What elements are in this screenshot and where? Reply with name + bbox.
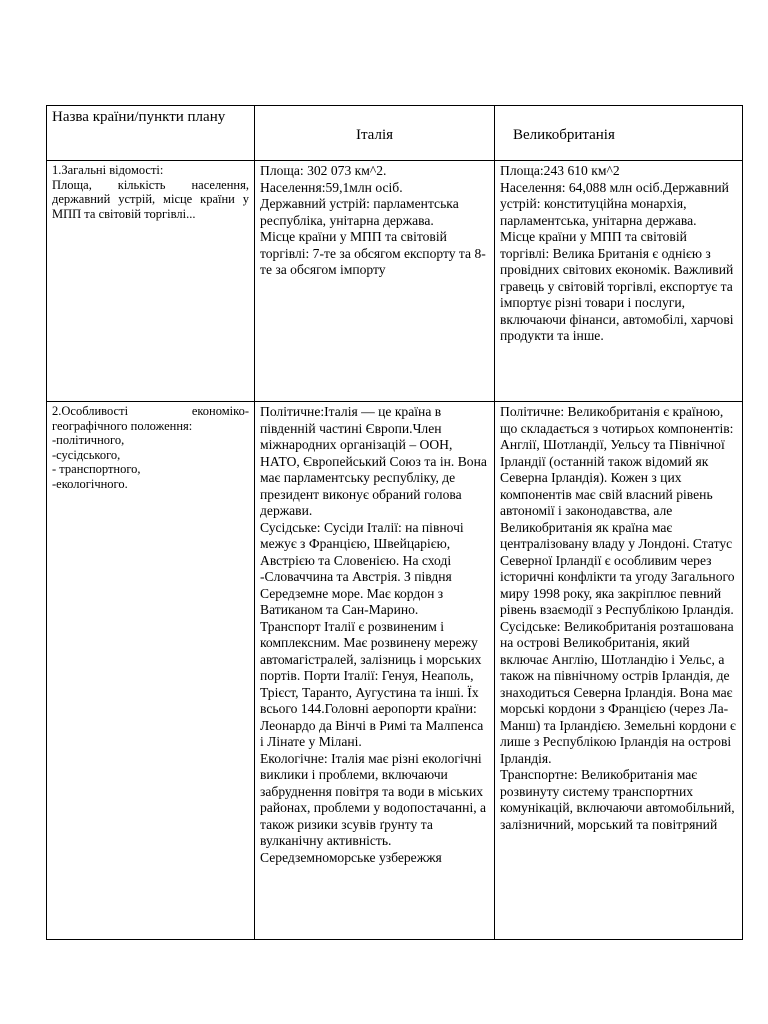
header-cell-plan: Назва країни/пункти плану [47, 106, 255, 161]
comparison-table [46, 105, 743, 940]
row2-label-transport: - транспортного, [52, 462, 141, 477]
italy-area: Площа: 302 073 км^2. [260, 163, 387, 178]
row1-uk-cell [495, 161, 743, 402]
table-row [47, 161, 743, 402]
row2-label-neighbour: -сусідського, [52, 447, 121, 462]
italy-transport: Транспорт Італії є розвиненим і комплексним. Має розвинену мережу автомагістралей, залізниць і морських портів. Порти Італії: Генуя, Неаполь, Трієст, Таранто, Аугустина та інші. Їх всього 144.Головні аеропорти країни: Леонардо да Вінчі в Римі та Малпенса і Лінате у Мілані. [260, 618, 484, 749]
uk-neighbours: Сусідське: Великобританія розташована на острові Великобританія, який включає Англію, Шотландію і Уельс, а також на північному острів Ірландія, де знаходиться Северна Ірландія. Вона має морські кордони з Францією (через Ла-Манш) та Ірландією. Земельні кордони є лише з Республікою Ірландія на острові Ірландія. [500, 618, 736, 766]
italy-population: Населення:59,1млн осіб. [260, 179, 403, 195]
row2-uk-cell [495, 402, 743, 940]
uk-area: Площа:243 610 км^2 [500, 163, 620, 178]
row2-label-cell [47, 402, 255, 940]
row1-label-cell [47, 161, 255, 402]
row1-label-title: 1.Загальні відомості: [52, 163, 164, 177]
uk-political: Політичне: Великобританія є країною, що складається з чотирьох компонентів: Англії, Шотландії, Уельсу та Північної Ірландії (останній також відомий як Северна Ірландія). Кожен з цих компонентів має свій власний рівень автономії і законодавства, але Великобританія як країна має централізовану владу у Лондоні. Статус Северної Ірландії є особливим через історичні конфлікти та угоду Загального миру 1998 року, яка закріплює певний рівень взаємодії з Республікою Ірландія. [500, 404, 735, 617]
row2-label-ecological: -екологічного. [52, 476, 128, 491]
italy-neighbours: Сусідське: Сусіди Італії: на півночі межує з Францією, Швейцарією, Австрією та Словенією. На сході -Словаччина та Австрія. З півдня Середземне море. Має кордон з Ватиканом та Сан-Марино. [260, 519, 464, 617]
uk-population-government: Населення: 64,088 млн осіб.Державний устрій: конституційна монархія, парламентська, унітарна держава. [500, 179, 729, 228]
row1-label-desc: Площа, кількість населення, державний устрій, місце країни у МПП та світовій торгівлі... [52, 177, 249, 221]
table-row [47, 402, 743, 940]
row2-italy-cell [255, 402, 495, 940]
italy-ecology: Екологічне: Італія має різні екологічні виклики і проблеми, включаючи забруднення повітря та води в міських районах, проблеми у водопостачанні, а також ризики зсувів ґрунту та вулканічну активність. Середземноморське узбережжя [260, 750, 487, 865]
uk-trade-details: гравець у світовій торгівлі, експортує та імпортує різні товари і послуги, включаючи фінанси, автомобілі, харчові продукти та інше. [500, 278, 734, 343]
row2-label-political: -політичного, [52, 433, 125, 448]
italy-political: Політичне:Італія — це країна в південній частині Європи.Член міжнародних організацій – ООН, НАТО, Європейський Союз та ін. Вона має парламентську республіку, де президент виконує обраний голова держави. [260, 404, 487, 518]
uk-transport: Транспортне: Великобританія має розвинуту систему транспортних комунікацій, включаючи автомобільний, залізничний, морський та повітряний [500, 767, 735, 832]
row1-italy-cell [255, 161, 495, 402]
header-cell-uk: Великобританія [495, 106, 743, 161]
uk-trade-position: Місце країни у МПП та світовій торгівлі: Велика Британія є однією з провідних світових економік. Важливий [500, 229, 734, 277]
table-header-row [47, 106, 743, 161]
italy-government: Державний устрій: парламентська республіка, унітарна держава. [260, 196, 459, 228]
italy-trade-position: Місце країни у МПП та світовій торгівлі: 7-те за обсягом експорту та 8-те за обсягом імпорту [260, 229, 486, 277]
row2-label-title: 2.Особливості економіко-географічного положення: [52, 404, 249, 433]
header-cell-italy: Італія [255, 106, 495, 161]
